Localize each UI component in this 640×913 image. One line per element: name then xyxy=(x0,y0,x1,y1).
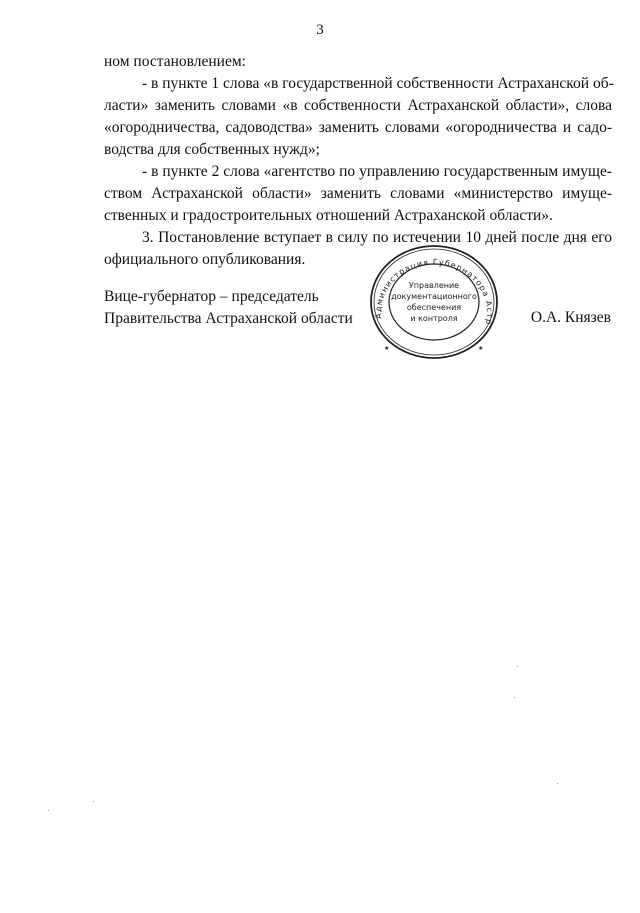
page-number: 3 xyxy=(316,22,324,38)
body-line: «огородничества, садоводства» заменить словами «огородничества и садо- xyxy=(104,119,612,136)
signatory-position xyxy=(104,286,353,330)
scan-speck xyxy=(514,697,515,698)
body-line: водства для собственных нужд»; xyxy=(104,141,320,158)
official-seal xyxy=(366,244,502,364)
scan-speck xyxy=(517,666,518,667)
seal-inner-text: и контроля xyxy=(410,314,458,323)
svg-text:★: ★ xyxy=(478,345,484,352)
scan-speck xyxy=(557,783,558,784)
body-line: ласти» заменить словами «в собственности Астраханской области», слова xyxy=(104,97,612,114)
seal-inner-text: Управление xyxy=(408,281,460,290)
signatory-name: О.А. Князев xyxy=(530,309,611,326)
scan-speck xyxy=(93,801,94,802)
seal-outer-text: Администрация Губернатора Астр xyxy=(373,257,495,327)
signatory-position-line: Правительства Астраханской области xyxy=(104,310,353,327)
svg-text:★: ★ xyxy=(384,345,390,352)
seal-inner-text: обеспечения xyxy=(406,303,462,312)
body-line: 3. Постановление вступает в силу по истечении 10 дней после дня его xyxy=(142,229,612,246)
body-line: - в пункте 2 слова «агентство по управлению государственным имуще- xyxy=(142,163,612,180)
document-body xyxy=(104,51,612,271)
body-line: ственных и градостроительных отношений Астраханской области». xyxy=(104,207,553,224)
body-line: - в пункте 1 слова «в государственной собственности Астраханской об- xyxy=(142,75,614,92)
scan-speck xyxy=(48,810,49,811)
body-line: официального опубликования. xyxy=(104,251,306,268)
seal-inner-text: документационного xyxy=(391,292,477,301)
body-line: ном постановлением: xyxy=(104,53,246,70)
body-line: ством Астраханской области» заменить словами «министерство имуще- xyxy=(104,185,612,202)
signatory-position-line: Вице-губернатор – председатель xyxy=(104,288,319,305)
